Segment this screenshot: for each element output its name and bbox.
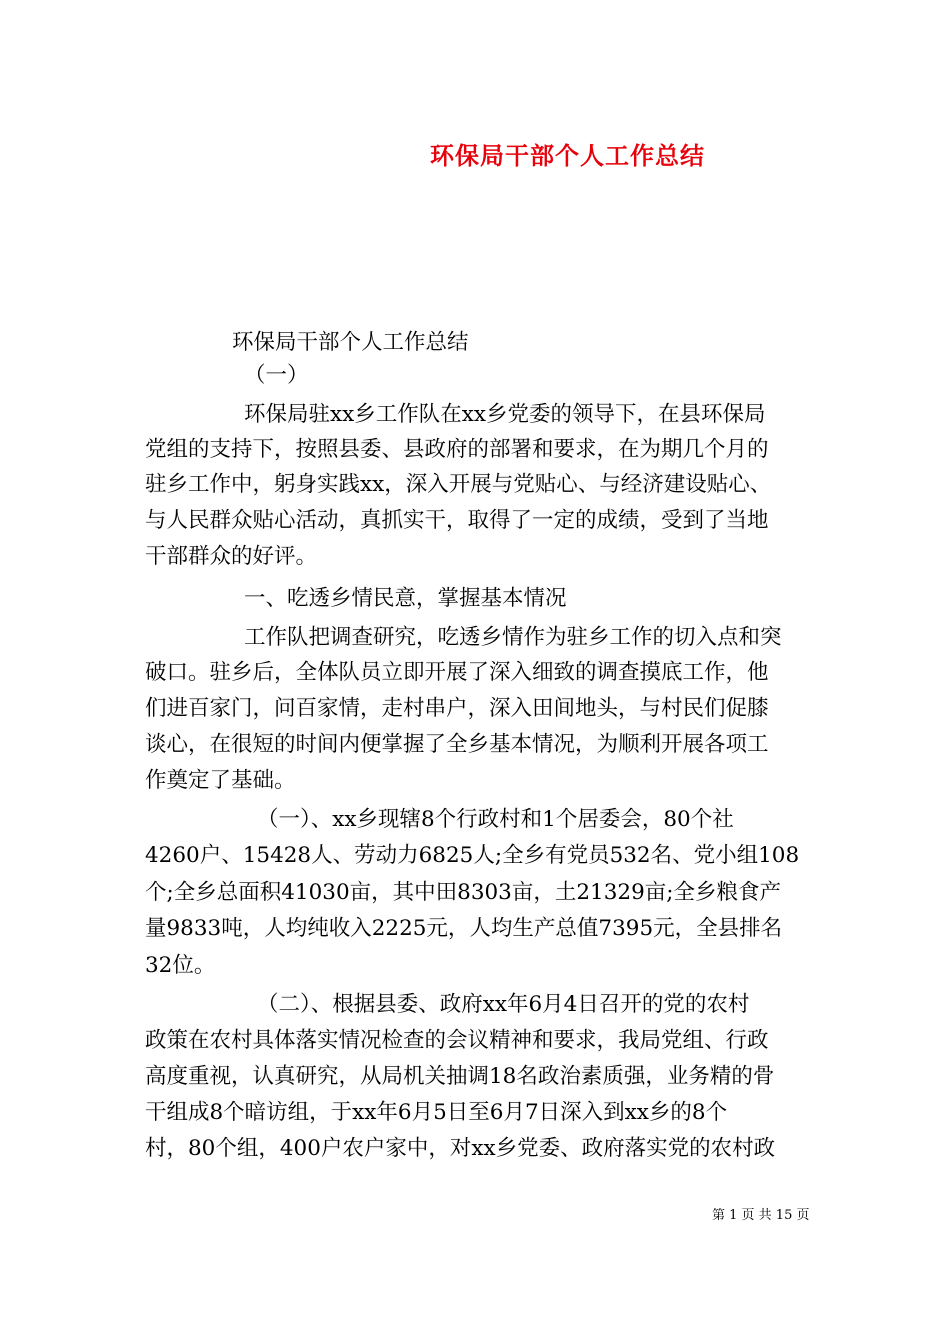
body-heading: 环保局干部个人工作总结 bbox=[232, 330, 469, 355]
body-line: 个;全乡总面积41030亩，其中田8303亩，土21329亩;全乡粮食产 bbox=[145, 880, 781, 905]
section-heading: 一、吃透乡情民意，掌握基本情况 bbox=[244, 586, 567, 611]
body-line: 破口。驻乡后，全体队员立即开展了深入细致的调查摸底工作，他 bbox=[145, 660, 769, 685]
body-line: （一）、xx乡现辖8个行政村和1个居委会，80个社 bbox=[257, 807, 734, 832]
body-line: 环保局驻xx乡工作队在xx乡党委的领导下，在县环保局 bbox=[244, 402, 766, 427]
body-line: 量9833吨，人均纯收入2225元，人均生产总值7395元，全县排名 bbox=[145, 916, 783, 941]
document-title: 环保局干部个人工作总结 bbox=[430, 141, 705, 170]
body-line: 作奠定了基础。 bbox=[145, 768, 296, 793]
body-line: 们进百家门，问百家情，走村串户，深入田间地头，与村民们促膝 bbox=[145, 696, 769, 721]
body-line: 4260户、15428人、劳动力6825人;全乡有党员532名、党小组108 bbox=[145, 843, 800, 868]
body-line: 村，80个组，400户农户家中，对xx乡党委、政府落实党的农村政 bbox=[145, 1136, 776, 1161]
body-line: 政策在农村具体落实情况检查的会议精神和要求，我局党组、行政 bbox=[145, 1028, 769, 1053]
body-line: 干部群众的好评。 bbox=[145, 544, 318, 569]
body-line: （二）、根据县委、政府xx年6月4日召开的党的农村 bbox=[257, 992, 750, 1017]
body-line: 32位。 bbox=[145, 953, 216, 978]
body-line: （一） bbox=[244, 363, 309, 388]
body-line: 党组的支持下，按照县委、县政府的部署和要求，在为期几个月的 bbox=[145, 437, 769, 462]
body-line: 谈心，在很短的时间内便掌握了全乡基本情况，为顺利开展各项工 bbox=[145, 732, 769, 757]
page-number-footer: 第 1 页 共 15 页 bbox=[712, 1208, 810, 1223]
body-line: 与人民群众贴心活动，真抓实干，取得了一定的成绩，受到了当地 bbox=[145, 508, 769, 533]
body-line: 驻乡工作中，躬身实践xx，深入开展与党贴心、与经济建设贴心、 bbox=[145, 472, 772, 497]
body-line: 高度重视，认真研究，从局机关抽调18名政治素质强，业务精的骨 bbox=[145, 1064, 775, 1089]
body-line: 干组成8个暗访组，于xx年6月5日至6月7日深入到xx乡的8个 bbox=[145, 1100, 728, 1125]
body-line: 工作队把调查研究，吃透乡情作为驻乡工作的切入点和突 bbox=[244, 625, 782, 650]
